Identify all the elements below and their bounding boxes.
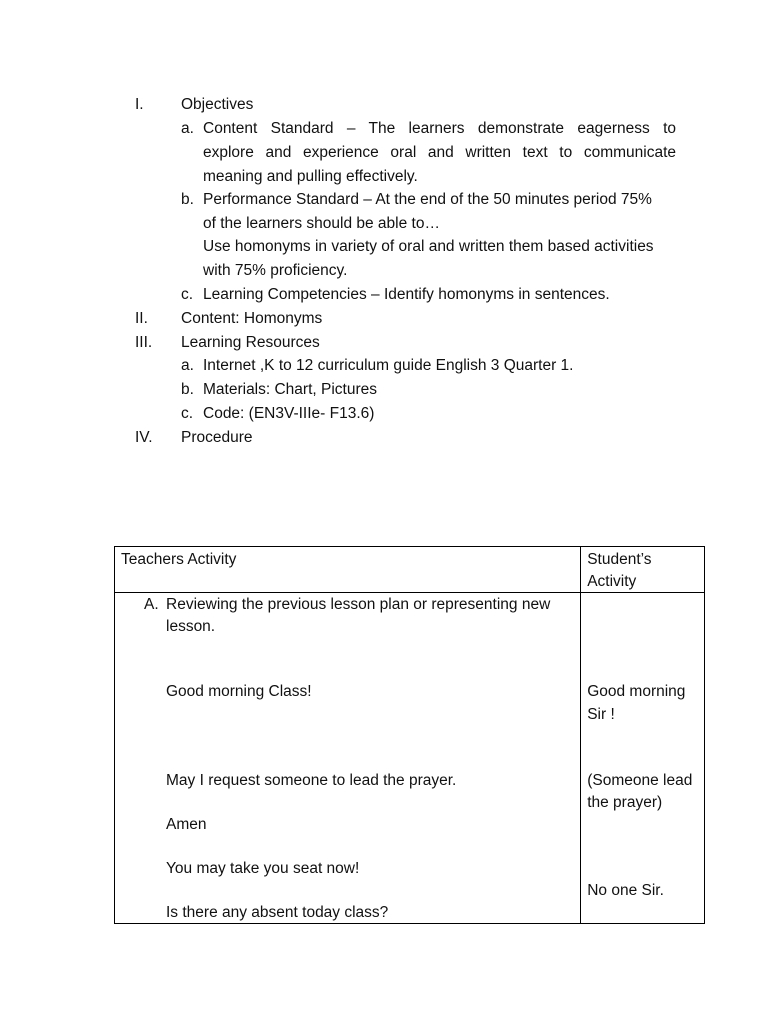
student-greeting-line-1: Good morning [587,683,686,700]
header-student-line-2: Activity [587,573,637,590]
teacher-activity-cell [115,593,581,924]
resource-c-letter: c. [181,405,194,422]
section-a-line-2: lesson. [166,618,216,635]
table-header-row [115,547,705,593]
student-prayer-line-1: (Someone lead [587,772,693,789]
content-standard-line-3: meaning and pulling effectively. [203,168,418,185]
header-student-line-1: Student’s [587,551,652,568]
content-standard-line-1: Content Standard – The learners demonstrate eagerness to [203,120,676,137]
heading-learning-resources: Learning Resources [181,334,320,351]
teacher-prayer-request: May I request someone to lead the prayer. [166,772,457,789]
performance-standard-line-3: Use homonyms in variety of oral and written them based activities [203,238,654,255]
heading-content: Content: Homonyms [181,310,323,327]
section-a-letter: A. [144,596,159,613]
teacher-absent-question: Is there any absent today class? [166,904,389,921]
resource-a-letter: a. [181,357,194,374]
resource-code: Code: (EN3V-IIIe- F13.6) [203,405,375,422]
student-prayer-line-2: the prayer) [587,794,663,811]
performance-standard-line-4: with 75% proficiency. [203,262,348,279]
header-teacher-cell [115,547,581,593]
learning-competencies: Learning Competencies – Identify homonyms in sentences. [203,286,610,303]
numeral-i: I. [135,96,144,113]
teacher-greeting: Good morning Class! [166,683,312,700]
heading-procedure: Procedure [181,429,253,446]
item-a-letter: a. [181,120,194,137]
item-c-letter: c. [181,286,194,303]
teacher-amen: Amen [166,816,207,833]
header-teachers-activity: Teachers Activity [121,551,237,568]
resource-b-letter: b. [181,381,194,398]
student-absent-answer: No one Sir. [587,882,664,899]
header-student-cell [581,547,705,593]
student-greeting-line-2: Sir ! [587,706,615,723]
numeral-iii: III. [135,334,153,351]
heading-objectives: Objectives [181,96,254,113]
section-a-line-1: Reviewing the previous lesson plan or representing new [166,596,551,613]
content-standard-line-2: explore and experience oral and written text to communicate [203,144,676,161]
table-row [115,593,705,924]
performance-standard-line-2: of the learners should be able to… [203,215,440,232]
procedure-table [114,546,705,924]
numeral-ii: II. [135,310,148,327]
item-b-letter: b. [181,191,194,208]
resource-internet: Internet ,K to 12 curriculum guide English 3 Quarter 1. [203,357,574,374]
student-activity-cell [581,593,705,924]
numeral-iv: IV. [135,429,153,446]
performance-standard-line-1: Performance Standard – At the end of the 50 minutes period 75% [203,191,652,208]
resource-materials: Materials: Chart, Pictures [203,381,377,398]
teacher-take-seat: You may take you seat now! [166,860,360,877]
